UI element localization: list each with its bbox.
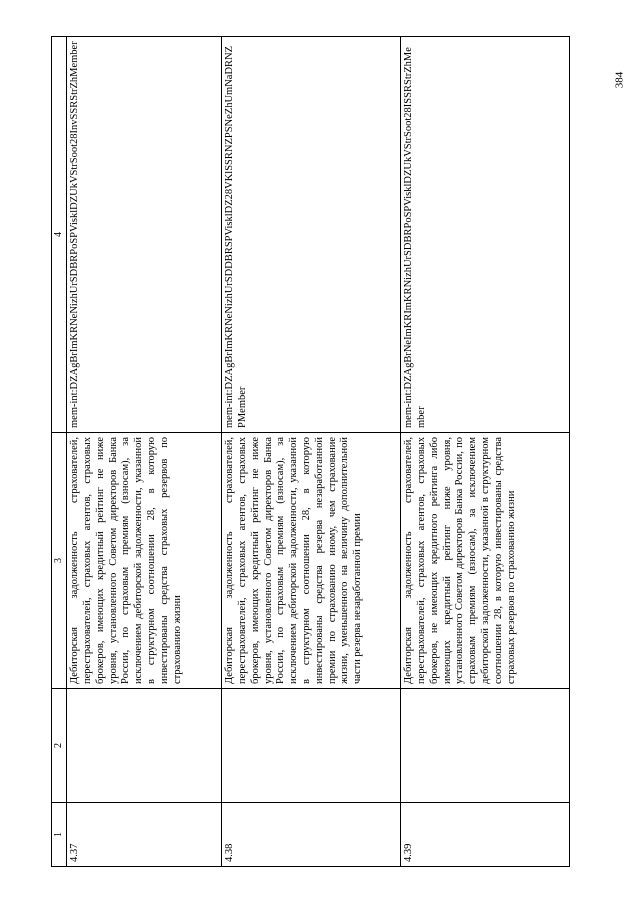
header-cell-2: 2 [52, 689, 67, 803]
row-number: 4.38 [222, 803, 401, 867]
header-row [52, 37, 67, 867]
table-row [401, 37, 570, 867]
data-table [51, 36, 570, 867]
table-row [222, 37, 401, 867]
row-number: 4.39 [401, 803, 570, 867]
page-number: 384 [613, 71, 626, 89]
header-cell-3: 3 [52, 433, 67, 689]
row-col2 [67, 689, 222, 803]
header-cell-4: 4 [52, 37, 67, 433]
row-member: mem-int:DZAgBrImKRNeNizhUrSDBRPoSPVisklDZUkVStrSoot28InvSSRStrZhMember [67, 37, 222, 433]
row-member: mem-int:DZAgBrImKRNeNizhUrSDDBRSPVisklDZ28VKlSSRNZPSNeZhUmNaDRNZPMember [222, 37, 401, 433]
row-col2 [222, 689, 401, 803]
table-row [67, 37, 222, 867]
header-cell-1: 1 [52, 803, 67, 867]
row-member: mem-int:DZAgBrNeImKRImKRNizhUrSDBRPoSPVisklDZUkVStrSoot28ISSRStrZhMember [401, 37, 570, 433]
row-description: Дебиторская задолженность страхователей, перестрахователей, страховых агентов, страховых брокеров, имеющих кредитный рейтинг не ниже уровня, установленного Советом директоров Банка России, по страховым премиям (взносам), за исключением дебиторской задолженности, указанной в структурном соотношении 28, в которую инвестированы средства резерва незаработанной премии по страхованию иному, чем страхование жизни, уменьшенного на величину дополнительной части резерва незаработанной премии [222, 433, 401, 689]
row-description: Дебиторская задолженность страхователей, перестрахователей, страховых агентов, страховых брокеров, имеющих кредитный рейтинг не ниже уровня, установленного Советом директоров Банка России, по страховым премиям (взносам), за исключением дебиторской задолженности, указанной в структурном соотношении 28, в которую инвестированы средства страховых резервов по страхованию жизни [67, 433, 222, 689]
row-number: 4.37 [67, 803, 222, 867]
row-description: Дебиторская задолженность страхователей, перестрахователей, страховых агентов, страховых брокеров, не имеющих кредитного рейтинга либо имеющих кредитный рейтинг ниже уровня, установленного Советом директоров Банка России, по страховым премиям (взносам), за исключением дебиторской задолженности, указанной в структурном соотношении 28, в которую инвестированы средства страховых резервов по страхованию жизни [401, 433, 570, 689]
rotated-table-page [51, 37, 589, 867]
row-col2 [401, 689, 570, 803]
